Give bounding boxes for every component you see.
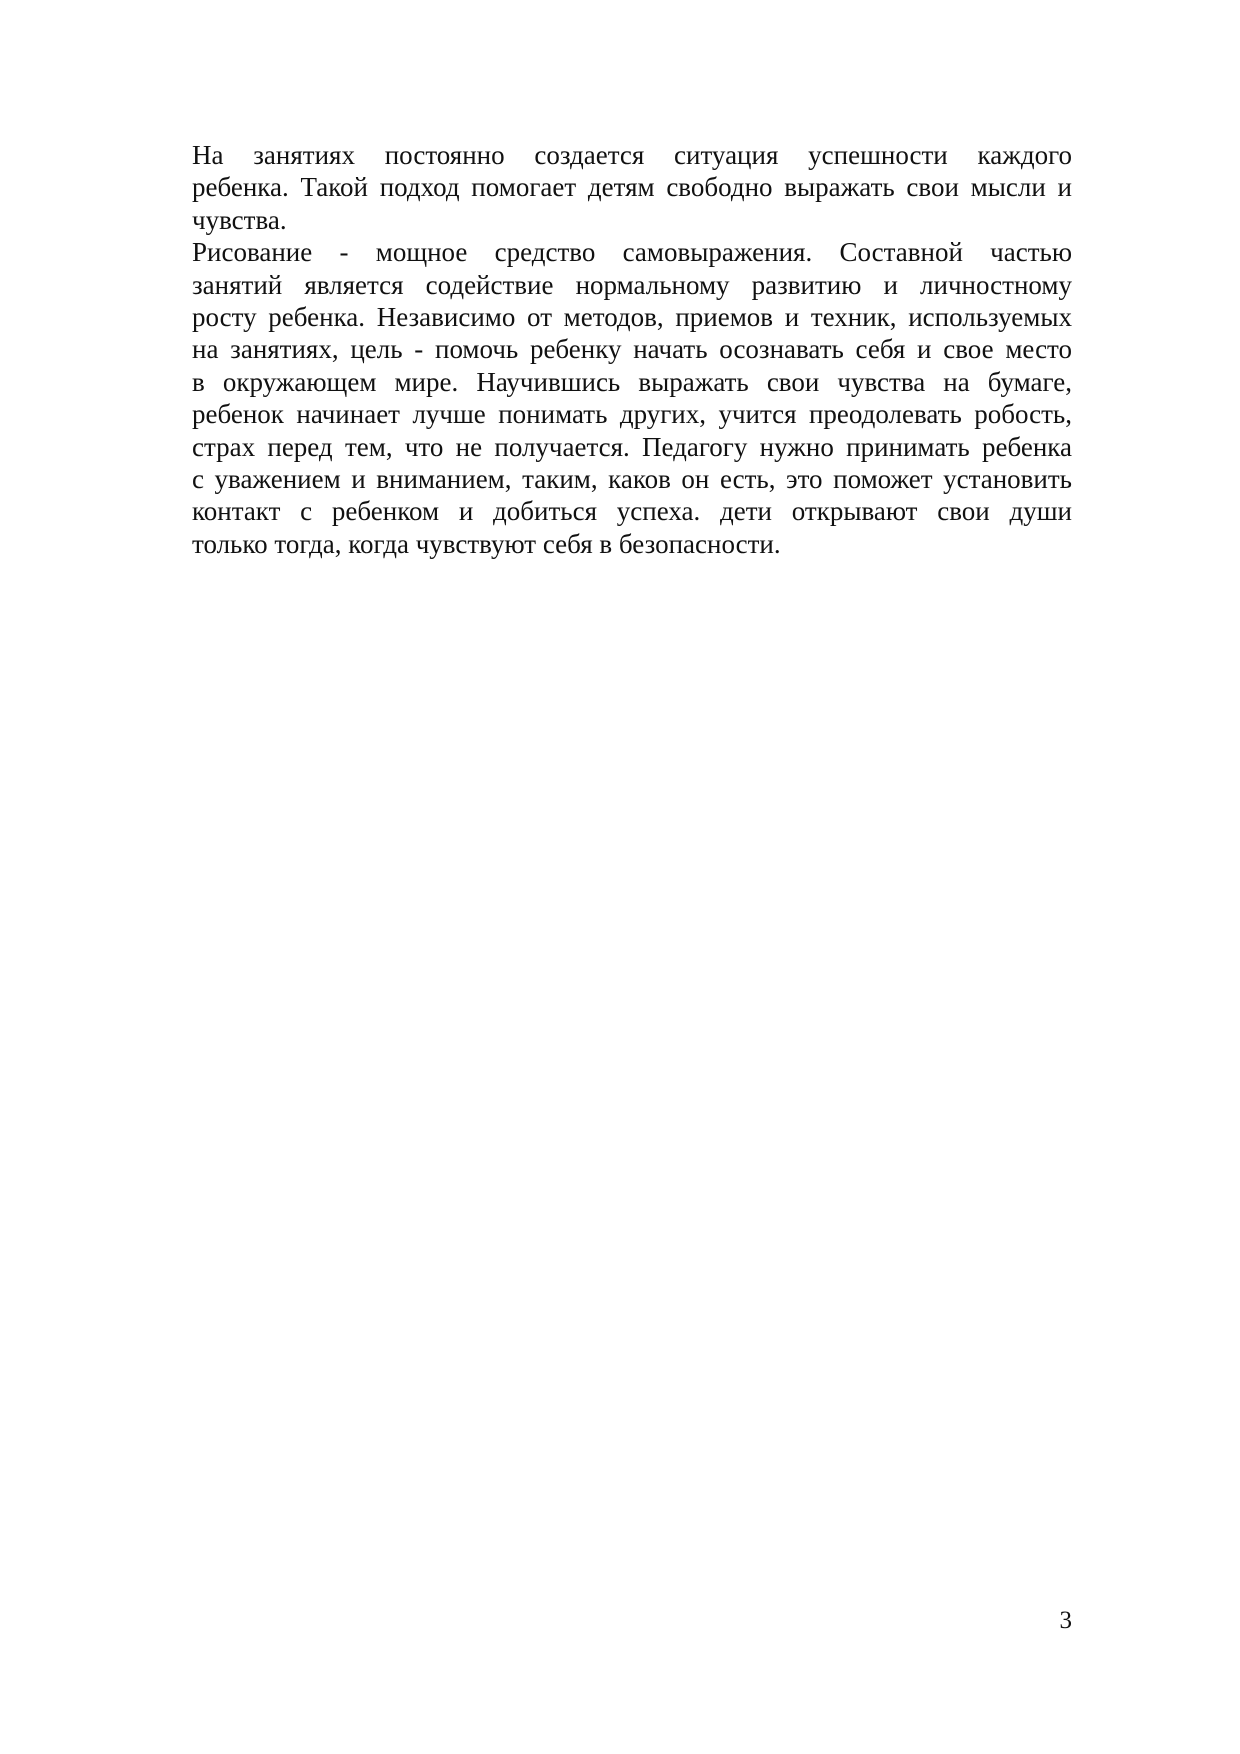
text-line: На занятиях постоянно создается ситуация успешности каждого bbox=[192, 140, 1072, 170]
text-line: с уважением и вниманием, таким, каков он есть, это поможет установить bbox=[192, 464, 1072, 495]
text-line: страх перед тем, что не получается. Педагогу нужно принимать ребенка bbox=[192, 431, 1072, 462]
text-line: на занятиях, цель - помочь ребенку начать осознавать себя и свое место bbox=[192, 334, 1072, 365]
page-number: 3 bbox=[1059, 1607, 1072, 1634]
text-line: в окружающем мире. Научившись выражать свои чувства на бумаге, bbox=[192, 366, 1072, 397]
text-line: занятий является содействие нормальному развитию и личностному bbox=[192, 269, 1072, 300]
text-line: контакт с ребенком и добиться успеха. дети открывают свои души bbox=[192, 496, 1072, 527]
text-line: ребенка. Такой подход помогает детям свободно выражать свои мысли и bbox=[192, 172, 1072, 203]
text-line: росту ребенка. Независимо от методов, приемов и техник, используемых bbox=[192, 302, 1072, 333]
body-text bbox=[192, 139, 1072, 560]
text-line: ребенок начинает лучше понимать других, учится преодолевать робость, bbox=[192, 399, 1072, 430]
paragraph-2 bbox=[192, 236, 1072, 560]
text-line: только тогда, когда чувствуют себя в безопасности. bbox=[192, 528, 781, 559]
text-line: Рисование - мощное средство самовыражения. Составной частью bbox=[192, 237, 1072, 268]
text-line: чувства. bbox=[192, 204, 287, 235]
paragraph-1 bbox=[192, 139, 1072, 236]
